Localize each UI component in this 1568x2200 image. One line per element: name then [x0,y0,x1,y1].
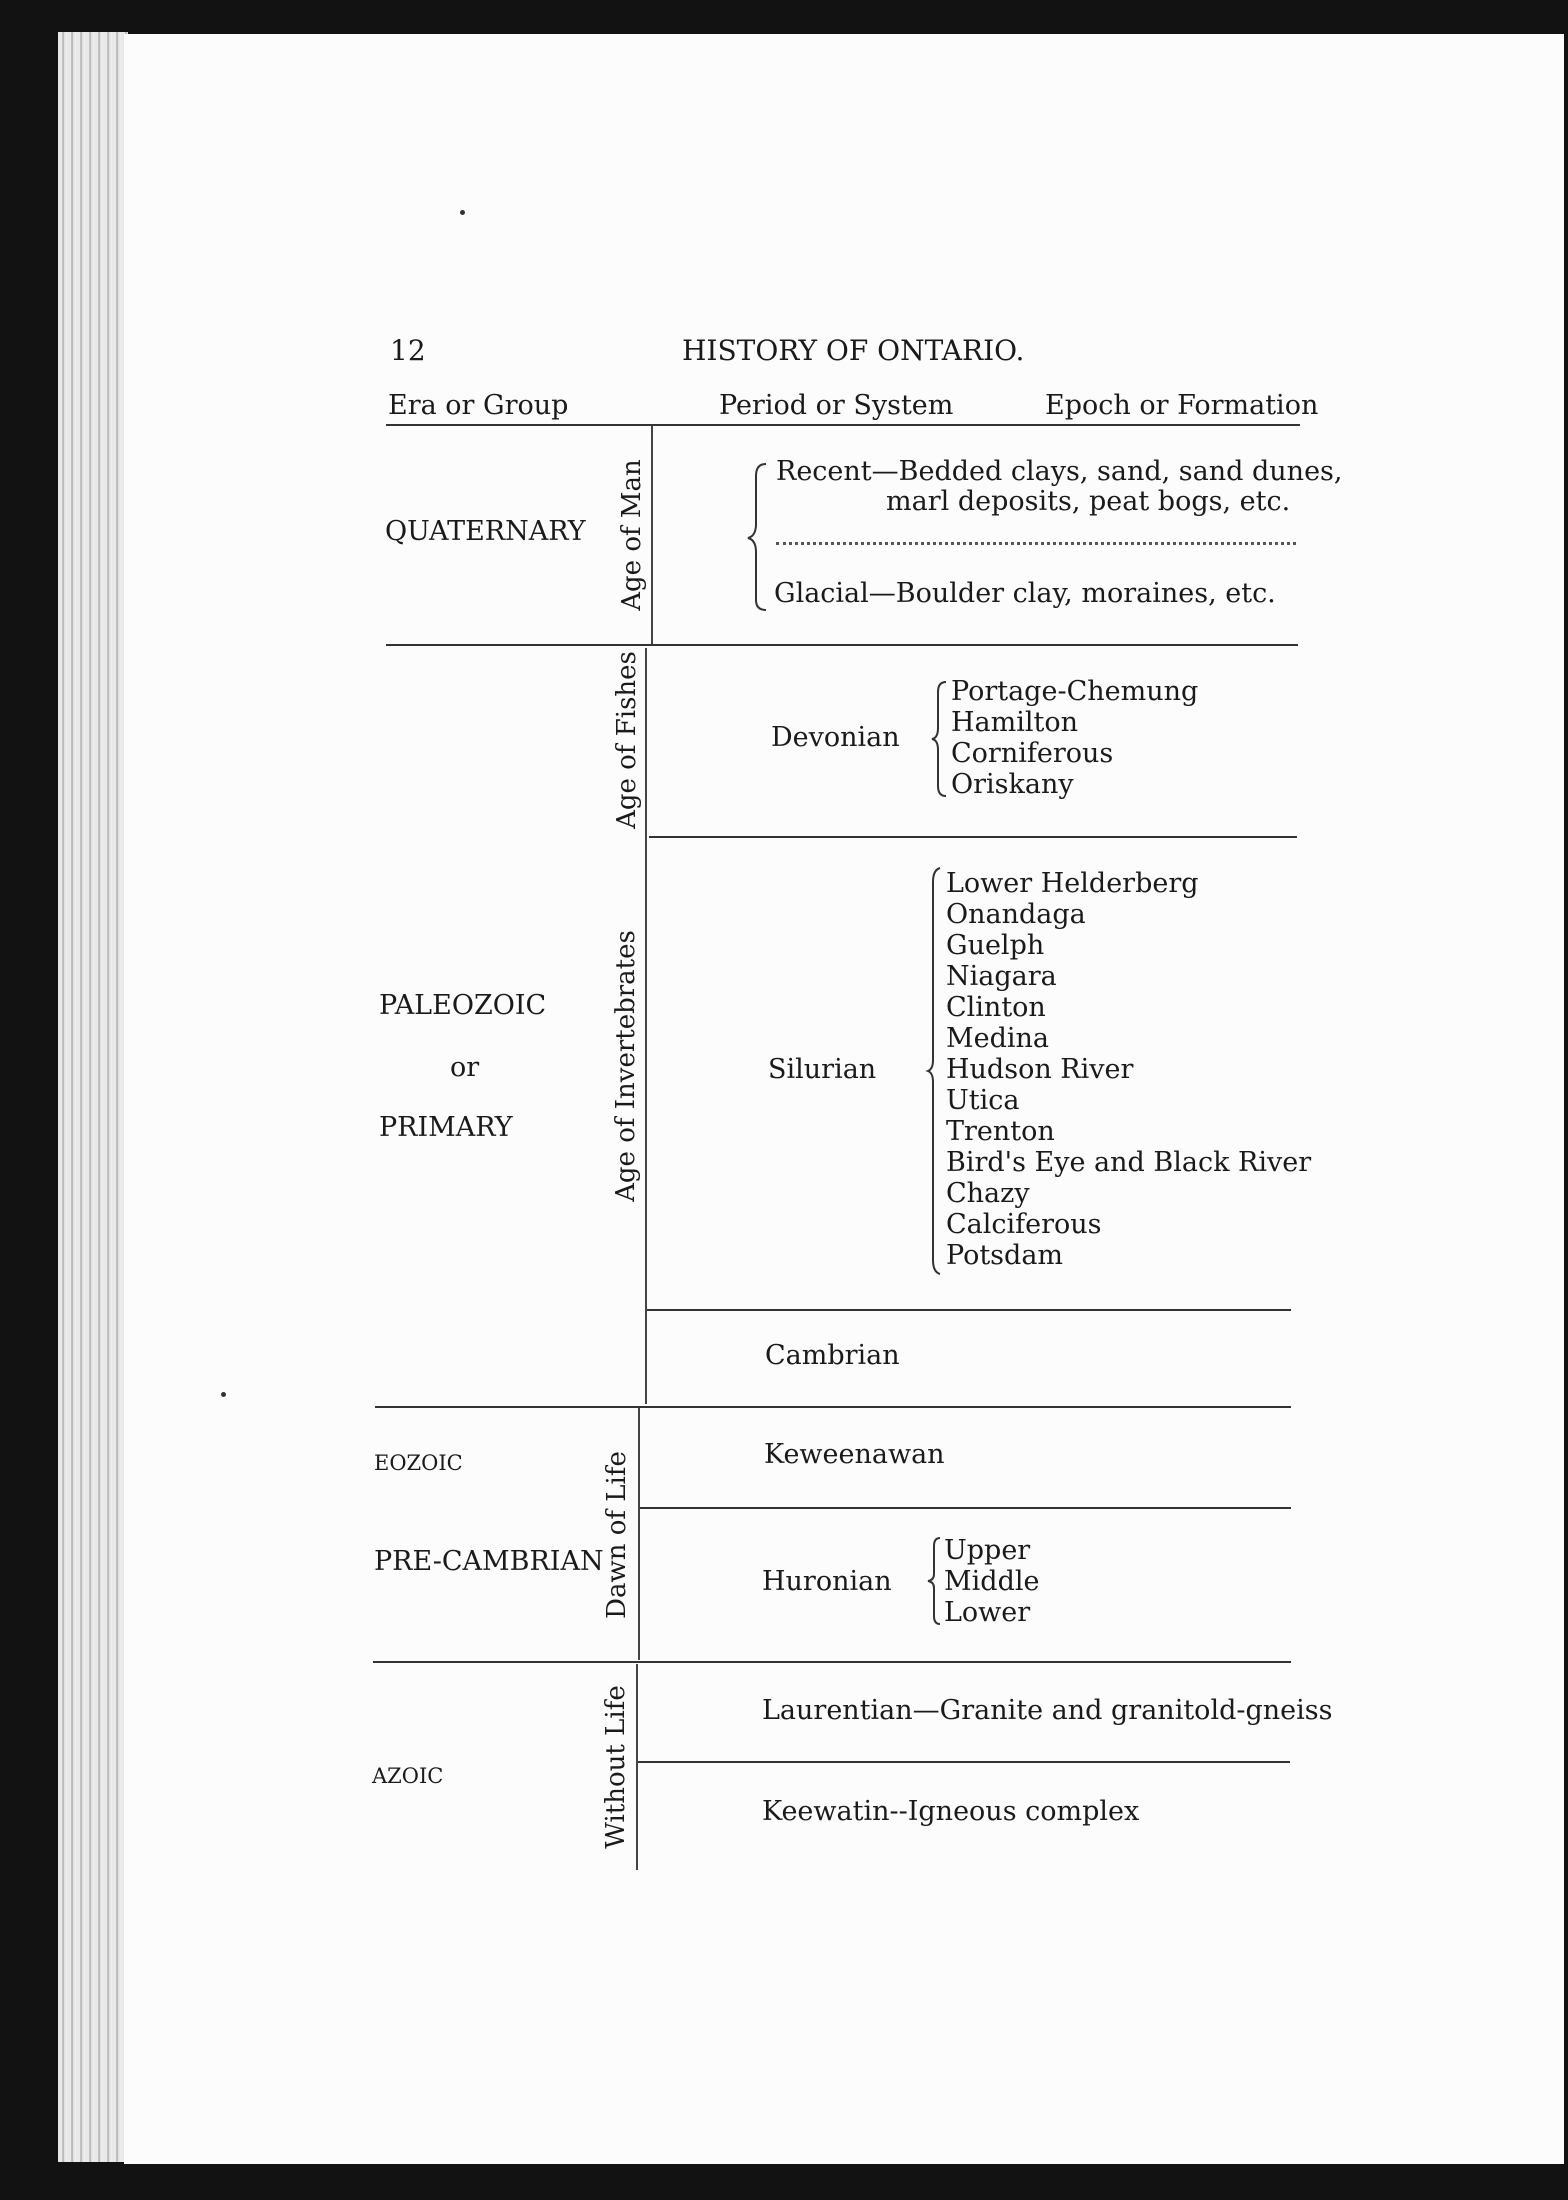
laurentian-system: Laurentian—Granite and granitold-gneiss [762,1695,1333,1726]
rule-paleozoic-bottom [375,1406,1291,1408]
column-divider-paleozoic [645,648,647,1404]
recent-epoch-line1: Recent—Bedded clays, sand, sand dunes, [776,456,1343,487]
rule-silurian-bottom [647,1309,1291,1311]
formation-item: Trenton [946,1116,1055,1147]
formation-item: Medina [946,1023,1050,1054]
era-or: or [450,1052,480,1083]
formation-item: Lower [944,1597,1031,1628]
glacial-epoch: Glacial—Boulder clay, moraines, etc. [774,578,1276,609]
devonian-formations [951,676,1198,800]
dawn-of-life-label: Dawn of Life [602,1451,632,1619]
formation-item: Chazy [946,1178,1030,1209]
formation-item: Hamilton [951,707,1079,738]
formation-item: Clinton [946,992,1046,1023]
formation-item: Lower Helderberg [946,868,1199,899]
formation-item: Portage-Chemung [951,676,1199,707]
devonian-brace [930,680,950,798]
period-huronian: Huronian [762,1566,892,1597]
formation-item: Guelph [946,930,1045,961]
huronian-brace [926,1536,944,1626]
formation-item: Bird's Eye and Black River [946,1147,1312,1178]
dotted-separator [776,542,1296,545]
column-header-epoch: Epoch or Formation [1045,390,1319,421]
page-number: 12 [390,334,426,367]
era-primary: PRIMARY [379,1112,513,1143]
rule-eozoic-bottom [373,1661,1291,1663]
formation-item: Middle [944,1566,1040,1597]
running-title: HISTORY OF ONTARIO. [682,334,1025,367]
formation-item: Oriskany [951,769,1074,800]
huronian-formations [944,1535,1039,1628]
speck [460,210,465,215]
column-header-period: Period or System [719,390,954,421]
formation-item: Niagara [946,961,1057,992]
keewatin-system: Keewatin--Igneous complex [762,1796,1140,1827]
speck [221,1392,226,1397]
era-quaternary: QUATERNARY [385,516,586,547]
without-life-label: Without Life [601,1685,631,1849]
era-paleozoic: PALEOZOIC [379,990,547,1021]
formation-item: Onandaga [946,899,1086,930]
era-azoic: AZOIC [372,1764,444,1788]
header-rule [386,424,1300,426]
period-cambrian: Cambrian [765,1340,900,1371]
age-of-man-label: Age of Man [617,459,647,611]
rule-devonian-bottom [649,836,1297,838]
rule-laurentian-bottom [638,1761,1290,1763]
era-eozoic: EOZOIC [374,1451,463,1475]
column-divider-eozoic [638,1408,640,1660]
silurian-brace [926,866,946,1276]
silurian-formations [946,868,1311,1271]
formation-item: Utica [946,1085,1020,1116]
age-of-fishes-label: Age of Fishes [612,651,642,829]
formation-item: Upper [944,1535,1031,1566]
column-divider-quaternary [651,426,653,644]
period-keweenawan: Keweenawan [764,1439,945,1470]
page-edge [58,32,128,2162]
rule-keweenawan-bottom [640,1507,1291,1509]
column-header-era: Era or Group [388,390,569,421]
rule-quaternary-bottom [386,644,1298,646]
era-pre-cambrian: PRE-CAMBRIAN [374,1546,604,1577]
formation-item: Corniferous [951,738,1114,769]
formation-item: Potsdam [946,1240,1064,1271]
column-divider-azoic [636,1664,638,1870]
formation-item: Hudson River [946,1054,1134,1085]
period-devonian: Devonian [771,722,900,753]
formation-item: Calciferous [946,1209,1102,1240]
recent-epoch-line2: marl deposits, peat bogs, etc. [886,486,1291,517]
period-silurian: Silurian [768,1054,877,1085]
age-of-invertebrates-label: Age of Invertebrates [611,930,641,1202]
